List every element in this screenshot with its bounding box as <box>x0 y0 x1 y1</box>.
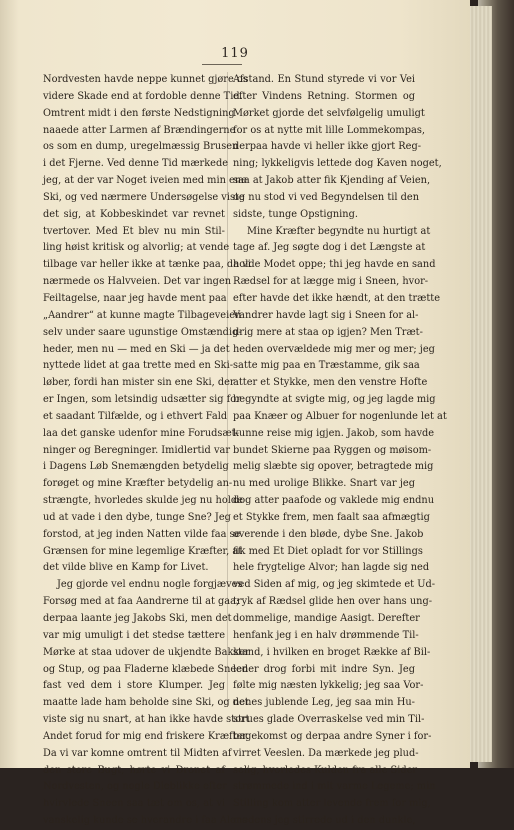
text-line: Mine Kræfter begyndte nu hurtigt at <box>247 225 431 237</box>
text-line: Rædsel for at lægge mig i Sneen, hvor- <box>233 276 429 288</box>
text-line: Ski, og ved nærmere Undersøgelse viste <box>43 191 245 203</box>
text-line: heden overvældede mig mer og mer; jeg <box>233 343 435 355</box>
text-line: derpaa havde vi heller ikke gjort Reg- <box>233 141 422 153</box>
text-line: Jeg gjorde vel endnu nogle forgjæves <box>57 579 243 591</box>
text-line: er Ingen, som letsindig udsætter sig for <box>43 394 241 406</box>
text-line: og nu stod vi ved Begyndelsen til den <box>233 191 420 203</box>
text-line: tvertover. Med Et blev nu min Stil- <box>43 225 225 237</box>
text-line: forøget og mine Kræfter betydelig an- <box>43 478 233 490</box>
text-line: stand, i hvilken en broget Række af Bil- <box>233 646 431 658</box>
text-line: Omtrent midt i den første Nedstigning <box>43 107 235 119</box>
right-column <box>233 72 447 830</box>
text-line: dommelige, mandige Aasigt. Derefter <box>233 613 420 624</box>
text-line: „Aandrer“ at kunne magte Tilbageveien <box>43 309 242 321</box>
text-line: leder drog forbi mit indre Syn. Jeg <box>233 663 415 675</box>
text-line: paa Knæer og Albuer for nogenlunde let at <box>233 410 447 422</box>
text-line: hvirvlede Sneen saa tæt om os, at vi <box>43 798 225 810</box>
text-line: nenes jublende Leg, jeg saa min Hu- <box>233 697 415 709</box>
text-line: Feiltagelse, naar jeg havde ment paa <box>43 292 227 304</box>
text-line: viste sig nu snart, at han ikke havde stort <box>43 714 250 726</box>
text-line: nyttede lidet at gaa trette med en Ski- <box>43 360 234 372</box>
text-line: Nordvesten, og nogle Dieblikke efter <box>43 781 227 793</box>
text-line: hele frygtelige Alvor; han lagde sig ned <box>233 562 430 574</box>
text-line: Mørket gjorde det selvfølgelig umuligt <box>233 107 425 119</box>
text-line: et Stykke frem, men faalt saa afmægtig <box>233 511 430 523</box>
text-line: heder, men nu — med en Ski — ja det <box>43 343 230 355</box>
text-line: begyndte at svigte mig, og jeg lagde mig <box>233 394 436 406</box>
text-line: Andet forud for mig end friskere Kræfter. <box>43 730 250 742</box>
text-line: bundet Skierne paa Ryggen og møisom- <box>233 444 432 456</box>
text-line: ud at vade i den dybe, tunge Sne? Jeg <box>43 511 231 523</box>
text-line: Nordvesten havde neppe kunnet gjøre os <box>43 74 248 85</box>
text-line: det sig, at Kobbeskindet var revnet <box>43 208 225 220</box>
text-line: Vandrer havde lagt sig i Sneen for al- <box>233 309 419 321</box>
text-line: efter havde det ikke hændt, at den trætte <box>233 292 441 304</box>
text-line: saa at Jakob atter fik Kjending af Veien, <box>233 175 431 187</box>
text-line: drig mere at staa op igjen? Men Træt- <box>233 326 423 338</box>
text-line: Da vi var komne omtrent til Midten af <box>43 747 232 759</box>
text-line: nu med urolige Blikke. Snart var jeg <box>233 478 415 490</box>
text-line: ling høist kritisk og alvorlig; at vende <box>43 242 230 254</box>
text-line: og Stup, og paa Fladerne klæbede Sneen <box>43 663 249 675</box>
text-line: laa det ganske udenfor mine Forudsæt- <box>43 427 239 439</box>
text-line: selv under saare ugunstige Omstændig- <box>43 326 242 338</box>
text-line: Grænsen for mine legemlige Kræfter, at <box>43 545 243 557</box>
text-line: kunne reise mig igjen. Jakob, som havde <box>233 427 435 439</box>
text-line: henfank jeg i en halv drømmende Til- <box>233 629 419 641</box>
text-line: os som en dump, uregelmæssig Brusen <box>43 141 239 153</box>
text-line: tilbage var heller ikke at tænke paa, da vi <box>43 259 251 271</box>
header-rule <box>202 64 242 65</box>
text-line: Stilling kom atter levende frem for mig, <box>233 798 431 810</box>
text-line: strømmede ind i mit varme Legeme; min <box>233 781 436 793</box>
text-line: ved Siden af mig, og jeg skimtede et Ud- <box>233 579 436 591</box>
left-column <box>43 72 251 830</box>
text-line: overende i den bløde, dybe Sne. Jakob <box>233 528 424 540</box>
text-line: den store Bugt, hørte vi Dronet af <box>43 764 225 776</box>
text-line: dog atter paafode og vaklede mig endnu <box>233 495 435 507</box>
text-line: nærmede os Halvveien. Det var ingen <box>43 276 232 288</box>
text-line: atter et Stykke, men den venstre Hofte <box>233 377 428 389</box>
text-line: naaede atter Larmen af Brændingerne <box>43 124 236 136</box>
text-line: tryk af Rædsel glide hen over hans ung- <box>233 596 433 608</box>
text-line: tage af. Jeg søgte dog i det Længste at <box>233 242 426 254</box>
text-line: selig, hvorledes Kulden fra alle Sider <box>233 764 418 776</box>
text-line: holde Modet oppe; thi jeg havde en sand <box>233 259 436 271</box>
text-line: jeg, at der var Noget iveien med min ene <box>43 175 247 187</box>
text-line: i det Fjerne. Ved denne Tid mærkede <box>43 158 229 170</box>
text-line: var mig umuligt i det stedse tættere <box>43 629 225 641</box>
text-line: bagekomst og derpaa andre Syner i for- <box>233 730 432 742</box>
text-line: videre Skade end at fordoble denne Tid. <box>43 90 243 102</box>
text-line: Mørke at staa udover de ukjendte Bakker <box>43 646 250 658</box>
text-line: strængte, hvorledes skulde jeg nu holde <box>43 495 243 507</box>
text-line: maatte lade ham beholde sine Ski, og det <box>43 697 249 709</box>
text-line: melig slæbte sig opover, betragtede mig <box>233 461 434 473</box>
text-line: et saadant Tilfælde, og i ethvert Fald <box>43 410 228 422</box>
text-line: medens jeg stirrede ud i den dunkle, <box>233 815 416 827</box>
text-line: det vilde blive en Kamp for Livet. <box>43 562 209 574</box>
text-line: sidste, tunge Opstigning. <box>233 208 358 220</box>
page-number: 119 <box>221 46 249 61</box>
text-line: derpaa laante jeg Jakobs Ski, men det <box>43 613 232 624</box>
text-line: satte mig paa en Træstamme, gik saa <box>233 360 420 372</box>
text-line: ninger og Beregninger. Imidlertid var <box>43 444 231 456</box>
text-line: strues glade Overraskelse ved min Til- <box>233 714 425 726</box>
text-line: Forsøg med at faa Aandrerne til at gaa; <box>43 596 240 608</box>
text-line: forstod, at jeg inden Natten vilde faa se <box>43 528 241 540</box>
text-line: Afstand. En Stund styrede vi vor Vei <box>233 74 415 85</box>
text-line: fast ved dem i store Klumper. Jeg <box>43 680 225 692</box>
text-line: virret Veeslen. Da mærkede jeg plud- <box>233 747 419 759</box>
text-line: løber, fordi han mister sin ene Ski, der <box>43 377 235 389</box>
text-line: ning; lykkeligvis lettede dog Kaven noget, <box>233 158 442 170</box>
text-line: for os at nytte mit lille Lommekompas, <box>233 124 425 136</box>
text-line: følte mig næsten lykkelig; jeg saa Vor- <box>233 680 424 692</box>
text-line: fik med Et Diet opladt for vor Stillings <box>233 545 423 557</box>
text-line: vanskelig kunde se hverandre i faa Alens <box>43 815 248 827</box>
text-line: efter Vindens Retning. Stormen og <box>233 90 415 102</box>
text-line: i Dagens Løb Snemængden betydelig <box>43 461 229 473</box>
